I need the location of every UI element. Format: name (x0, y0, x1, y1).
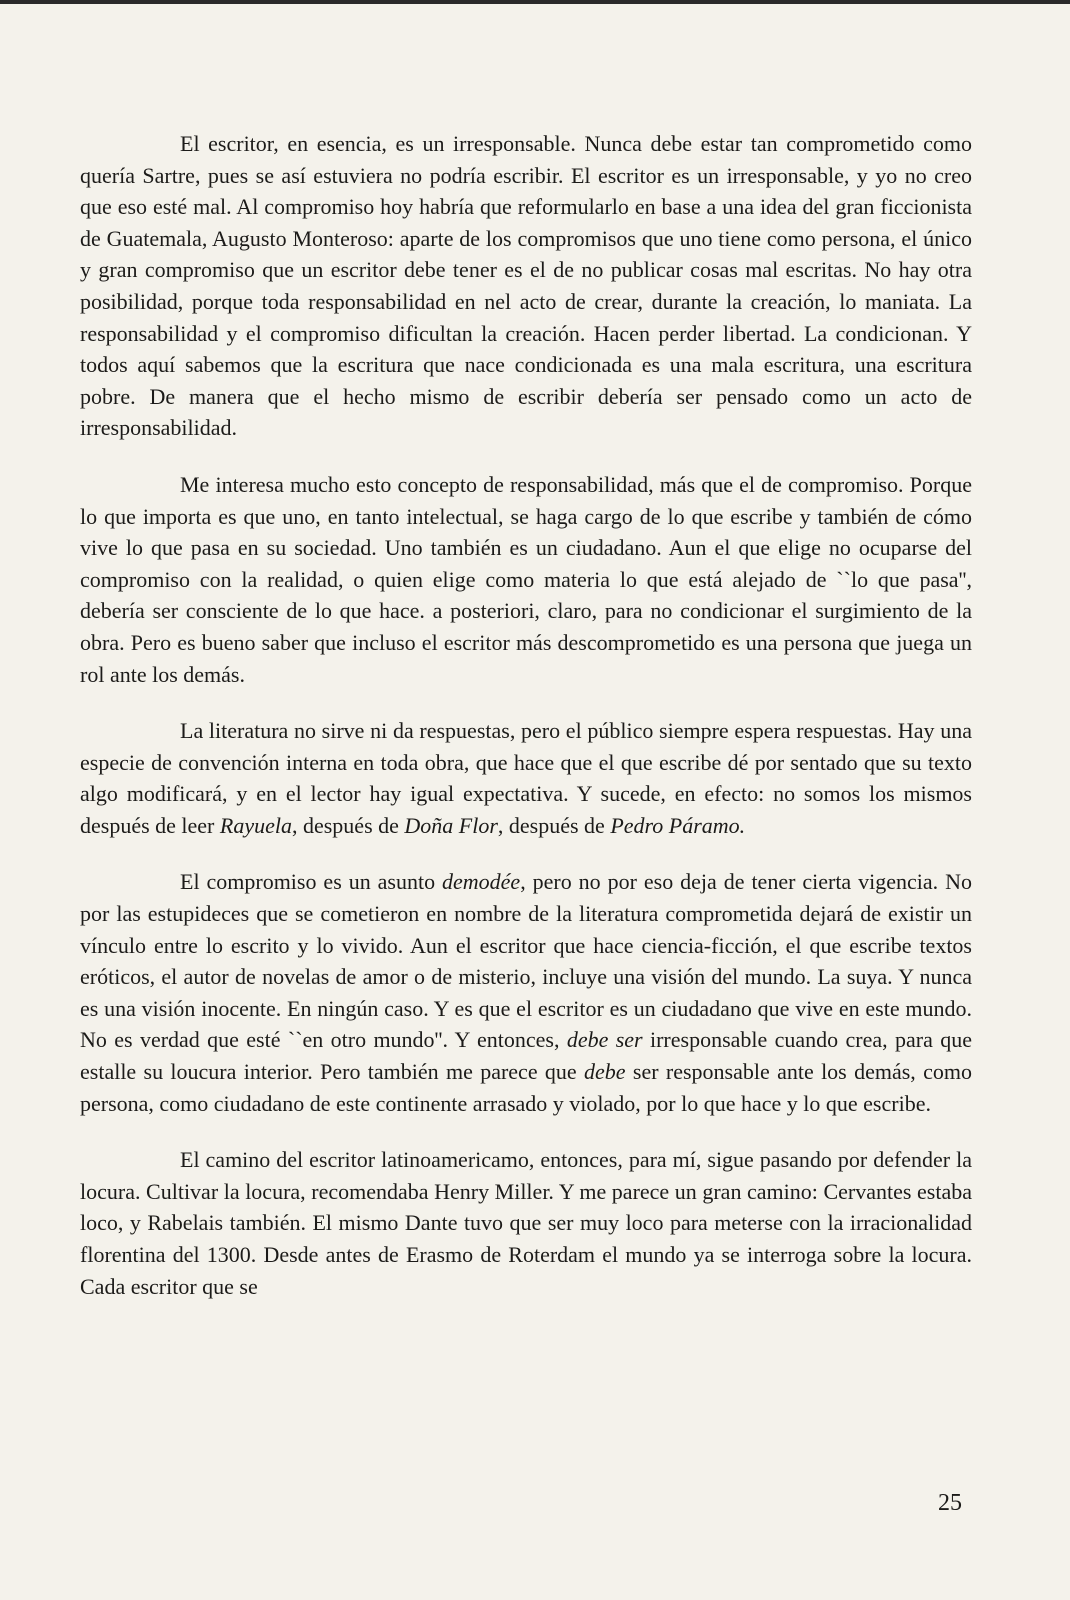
text-run: La literatura no sirve ni da respuestas, pero el público siempre espera respuestas. Hay una especie de convención interna en toda obra, que hace que el que escribe dé por sentado que su texto algo modificará, y en el lector hay igual expectativa. Y sucede, en efecto: no somos los mismos después de leer (80, 718, 972, 838)
text-run: , después de (497, 812, 611, 838)
text-run: El camino del escritor latinoamericamo, entonces, para mí, sigue pasando por defender la locura. Cultivar la locura, recomendaba Henry Miller. Y me parece un gran camino: Cervantes estaba loco, y Rabelais también. El mismo Dante tuvo que ser muy loco para meterse con la irracionalidad florentina del 1300. Desde antes de Erasmo de Roterdam el mundo ya se interroga sobre la locura. Cada escritor que se (80, 1147, 972, 1299)
text-run: El escritor, en esencia, es un irresponsable. Nunca debe estar tan comprometido como quería Sartre, pues se así estuviera no podría escribir. El escritor es un irresponsable, y yo no creo que eso esté mal. Al compromiso hoy habría que reformularlo en base a una idea del gran ficcionista de Guatemala, Augusto Monteroso: aparte de los compromisos que uno tiene como persona, el único y gran compromiso que un escritor debe tener es el de no publicar cosas mal escritas. No hay otra posibilidad, porque toda responsabilidad en nel acto de crear, durante la creación, lo maniata. La responsabilidad y el compromiso dificultan la creación. Hacen perder libertad. La condicionan. Y todos aquí sabemos que la escritura que nace condicionada es una mala escritura, una escritura pobre. De manera que el hecho mismo de escribir debería ser pensado como un acto de irresponsabilidad. (80, 131, 972, 441)
body-text (80, 128, 972, 1302)
italic-text: debe (584, 1059, 626, 1085)
text-run: El compromiso es un asunto (180, 869, 443, 895)
paragraph (80, 866, 972, 1119)
text-run: Me interesa mucho esto concepto de responsabilidad, más que el de compromiso. Porque lo que importa es que uno, en tanto intelectual, se haga cargo de lo que escribe y también de cómo vive lo que pasa en su sociedad. Uno también es un ciudadano. Aun el que elige no ocuparse del compromiso con la realidad, o quien elige como materia lo que está alejado de ``lo que pasa'', debería ser consciente de lo que hace. a posteriori, claro, para no condicionar el surgimiento de la obra. Pero es bueno saber que incluso el escritor más descomprometido es una persona que juega un rol ante los demás. (80, 471, 972, 687)
page-top-edge (0, 0, 1070, 4)
paragraph (80, 715, 972, 841)
italic-text: Rayuela (219, 812, 292, 838)
paragraph (80, 128, 972, 444)
text-run: irresponsable cuando crea, para que estalle su loucura interior. Pero también me parece que (80, 1027, 972, 1085)
italic-text: Pedro Páramo. (610, 812, 746, 838)
text-run: , pero no por eso deja de tener cierta vigencia. No por las estupideces que se cometieron en nombre de la literatura comprometida dejará de existir un vínculo entre lo escrito y lo vivido. Aun el escritor que hace ciencia-ficción, el que escribe textos eróticos, el autor de novelas de amor o de misterio, incluye una visión del mundo. La suya. Y nunca es una visión inocente. En ningún caso. Y es que el escritor es un ciudadano que vive en este mundo. No es verdad que esté ``en otro mundo''. Y entonces, (80, 869, 972, 1053)
italic-text: Doña Flor (404, 812, 498, 838)
italic-text: demodée (442, 869, 521, 895)
text-run: ser responsable ante los demás, como persona, como ciudadano de este continente arrasado y violado, por lo que hace y lo que escribe. (80, 1059, 972, 1116)
page-number: 25 (938, 1490, 962, 1516)
paragraph (80, 1144, 972, 1302)
paragraph (80, 469, 972, 690)
text-run: , después de (291, 812, 405, 838)
italic-text: debe ser (566, 1027, 643, 1053)
